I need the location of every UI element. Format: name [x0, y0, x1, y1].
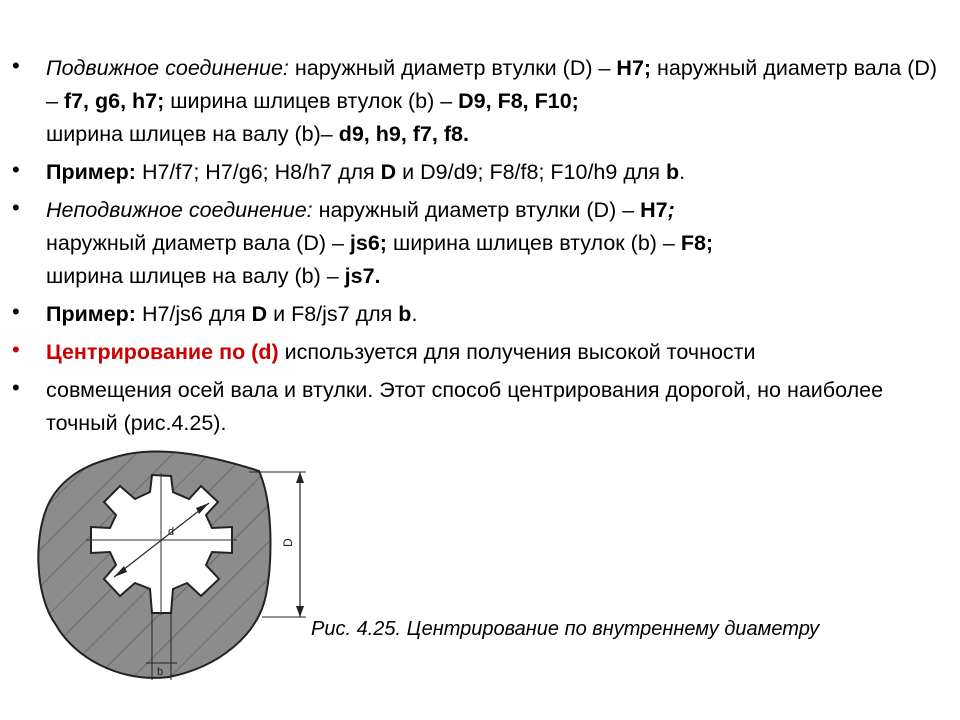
bullet-fixed-joint: • Неподвижное соединение: наружный диаметр втулки (D) – H7; наружный диаметр вала (D) – js6; ширина шлицев втулок (b) – F8; ширина шлицев на валу (b) – js7.	[12, 194, 942, 293]
bullet-coaxiality: • совмещения осей вала и втулки. Этот способ центрирования дорогой, но наиболее точный (рис.4.25).	[12, 374, 942, 440]
movable-joint-heading: Подвижное соединение:	[46, 56, 289, 80]
centering-heading: Центрирование по (d)	[46, 340, 279, 364]
bullet-example-2: • Пример: H7/js6 для D и F8/js7 для b.	[12, 298, 942, 331]
example-label: Пример:	[46, 302, 136, 326]
bullet-dot-icon: •	[12, 337, 20, 362]
bullet-example-1: • Пример: H7/f7; H7/g6; H8/h7 для D и D9/d9; F8/f8; F10/h9 для b.	[12, 156, 942, 189]
label-b: b	[157, 666, 164, 678]
example-label: Пример:	[46, 160, 136, 184]
bullet-list	[12, 52, 942, 445]
bullet-dot-icon: •	[12, 53, 20, 78]
fixed-joint-heading: Неподвижное соединение:	[46, 198, 313, 222]
dimension-D-arrow	[296, 472, 304, 483]
label-d: d	[168, 526, 175, 538]
bullet-dot-icon: •	[12, 299, 20, 324]
bullet-dot-icon: •	[12, 157, 20, 182]
bullet-dot-icon: •	[12, 195, 20, 220]
label-D: D	[281, 538, 295, 547]
bullet-dot-icon: •	[12, 375, 20, 400]
spline-centering-figure	[34, 445, 334, 685]
figure-caption: Рис. 4.25. Центрирование по внутреннему диаметру	[311, 618, 820, 640]
bullet-centering: • Центрирование по (d) используется для получения высокой точности	[12, 336, 942, 369]
bullet-movable-joint: • Подвижное соединение: наружный диаметр втулки (D) – H7; наружный диаметр вала (D) – f7, g6, h7; ширина шлицев втулок (b) – D9, F8, F10; ширина шлицев на валу (b)– d9, h9, f7, f8.	[12, 52, 942, 151]
dimension-D-arrow	[296, 606, 304, 617]
